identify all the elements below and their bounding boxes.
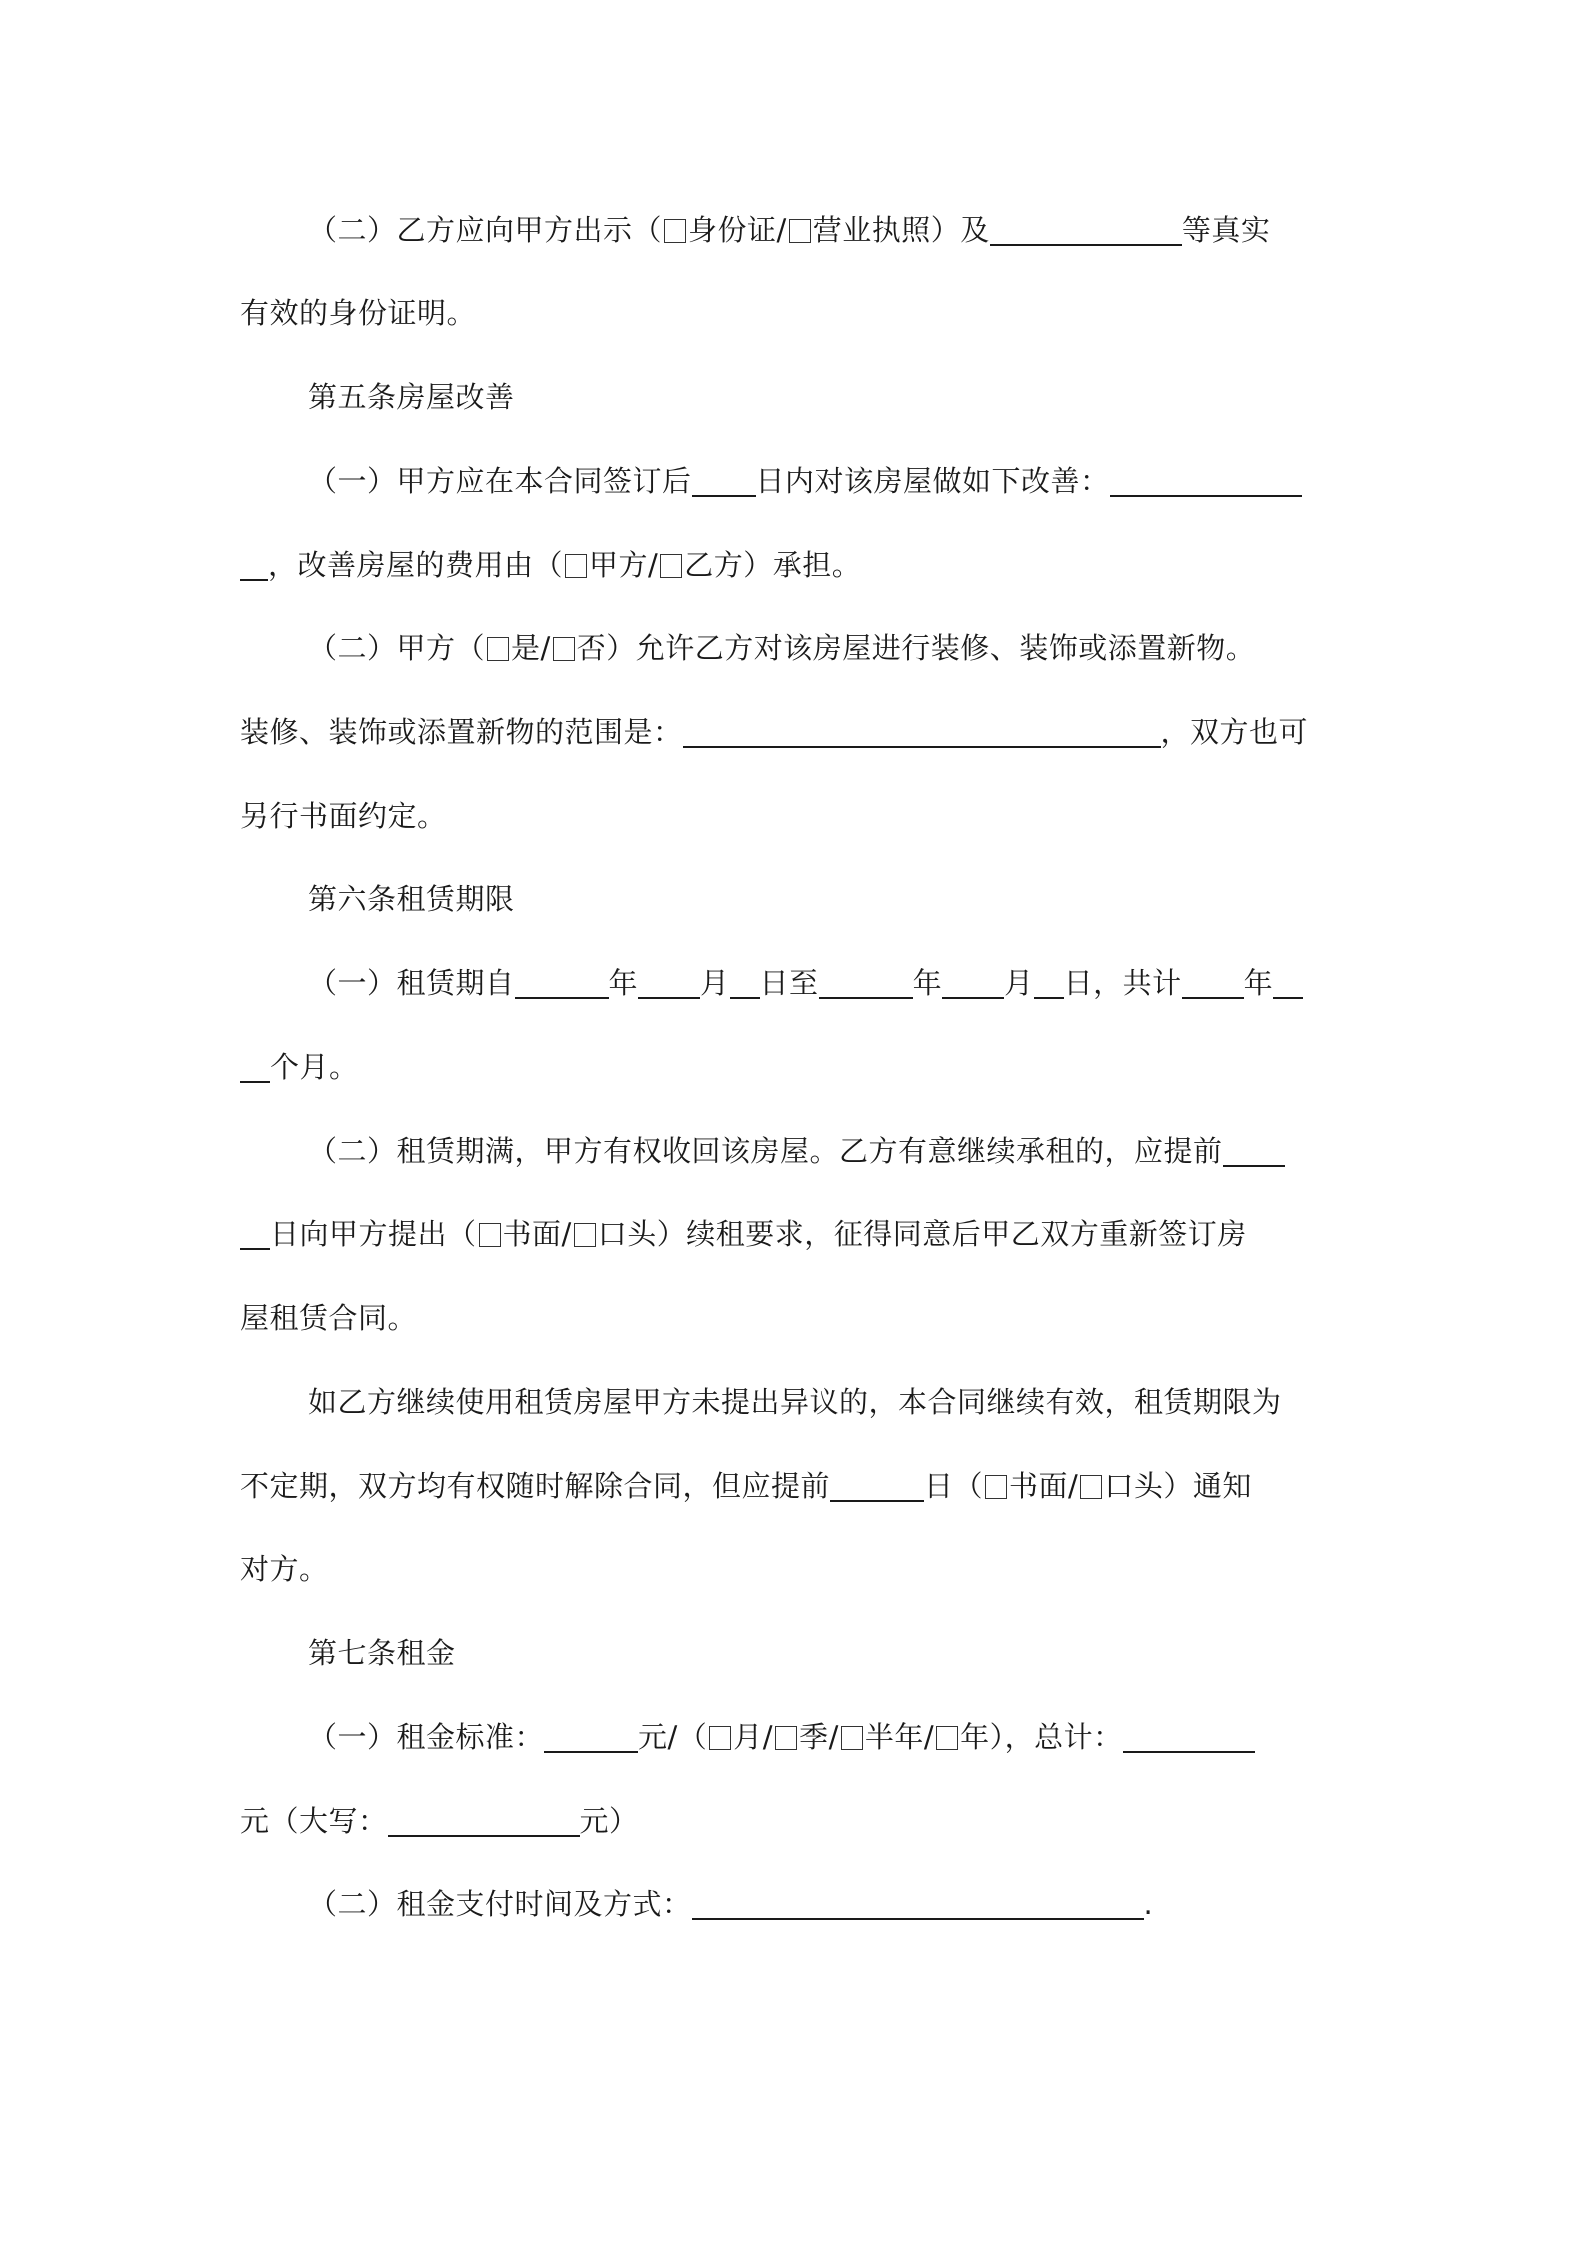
text: 日，共计	[1063, 966, 1182, 1000]
checkbox-oral[interactable]	[574, 1223, 596, 1247]
text: （一）租金标准：	[308, 1720, 545, 1754]
blank-days[interactable]	[692, 465, 756, 497]
option-id-card: 身份证/	[688, 213, 787, 247]
blank-end-month[interactable]	[942, 967, 1004, 999]
text: （一）租赁期自	[308, 966, 515, 1000]
art5-p1-line-2	[240, 545, 861, 585]
checkbox-quarterly[interactable]	[775, 1726, 797, 1750]
text: 日内对该房屋做如下改善：	[755, 464, 1110, 498]
text: （二）租金支付时间及方式：	[308, 1887, 692, 1921]
blank-end-year[interactable]	[819, 967, 913, 999]
article-6-heading	[308, 879, 515, 919]
option-oral: 口头）续租要求，征得同意后甲乙双方重新签订房	[597, 1217, 1247, 1251]
checkbox-notice-oral[interactable]	[1080, 1475, 1102, 1499]
text: 装修、装饰或添置新物的范围是：	[240, 715, 683, 749]
text: 另行书面约定。	[240, 799, 447, 833]
blank-total-months-2[interactable]	[240, 1051, 270, 1083]
text: 月	[1004, 966, 1034, 1000]
checkbox-notice-written[interactable]	[985, 1475, 1007, 1499]
text: 年	[608, 966, 639, 1000]
blank-start-month[interactable]	[638, 967, 700, 999]
text: ，改善房屋的费用由（	[268, 548, 564, 582]
art5-p2-line-3	[240, 796, 447, 836]
art5-p2-line-2	[240, 712, 1308, 752]
clause-4-2-line-2	[240, 293, 476, 333]
option-notice-written: 书面/	[1009, 1469, 1079, 1503]
art6-p2-line-3	[240, 1298, 417, 1338]
text: 日（	[924, 1469, 984, 1503]
art5-p1-line-1	[308, 461, 1302, 501]
art6-p3-line-1	[308, 1382, 1282, 1422]
blank-start-day[interactable]	[730, 967, 760, 999]
checkbox-yearly[interactable]	[936, 1726, 958, 1750]
clause-4-2-line-1	[308, 210, 1270, 250]
blank-rent-total[interactable]	[1123, 1721, 1255, 1753]
option-business-license: 营业执照）及	[812, 213, 990, 247]
blank-advance-days-2[interactable]	[240, 1218, 270, 1250]
checkbox-half-year[interactable]	[841, 1726, 863, 1750]
art6-p2-line-2	[240, 1214, 1247, 1254]
art6-p3-line-3	[240, 1549, 329, 1589]
heading-text: 第七条租金	[308, 1636, 456, 1670]
blank-advance-days-1[interactable]	[1223, 1135, 1285, 1167]
blank-renovation-scope[interactable]	[683, 716, 1161, 748]
blank-other-id[interactable]	[990, 214, 1182, 246]
blank-notice-days[interactable]	[830, 1470, 924, 1502]
checkbox-id-card[interactable]	[664, 219, 686, 243]
text: 月	[700, 966, 730, 1000]
blank-total-years[interactable]	[1182, 967, 1244, 999]
checkbox-written[interactable]	[479, 1223, 501, 1247]
heading-text: 第六条租赁期限	[308, 882, 515, 916]
checkbox-monthly[interactable]	[709, 1726, 731, 1750]
checkbox-no[interactable]	[553, 637, 575, 661]
article-5-heading	[308, 377, 515, 417]
text: 年	[912, 966, 943, 1000]
checkbox-business-license[interactable]	[789, 219, 811, 243]
text: 年	[1243, 966, 1274, 1000]
checkbox-yes[interactable]	[487, 637, 509, 661]
text: 不定期，双方均有权随时解除合同，但应提前	[240, 1469, 831, 1503]
option-written: 书面/	[502, 1217, 572, 1251]
blank-start-year[interactable]	[515, 967, 609, 999]
blank-total-months-1[interactable]	[1273, 967, 1303, 999]
art6-p3-line-2	[240, 1466, 1252, 1506]
text: 对方。	[240, 1552, 329, 1586]
option-notice-oral: 口头）通知	[1104, 1469, 1252, 1503]
text: 元/（	[638, 1720, 708, 1754]
text: 日至	[759, 966, 819, 1000]
heading-text: 第五条房屋改善	[308, 380, 515, 414]
text: 如乙方继续使用租赁房屋甲方未提出异议的，本合同继续有效，租赁期限为	[308, 1385, 1282, 1419]
text: （二）租赁期满，甲方有权收回该房屋。乙方有意继续承租的，应提前	[308, 1134, 1223, 1168]
art7-p1-line-2	[240, 1801, 639, 1841]
option-quarterly: 季/	[799, 1720, 839, 1754]
text: 元）	[579, 1804, 639, 1838]
text: 日向甲方提出（	[270, 1217, 477, 1251]
blank-improvement-1[interactable]	[1110, 465, 1302, 497]
checkbox-party-a[interactable]	[565, 554, 587, 578]
text: 元（大写：	[240, 1804, 388, 1838]
blank-rent-uppercase[interactable]	[388, 1805, 580, 1837]
option-party-a: 甲方/	[589, 548, 659, 582]
text: 等真实	[1181, 213, 1271, 247]
blank-improvement-2[interactable]	[240, 549, 268, 581]
option-monthly: 月/	[733, 1720, 774, 1754]
art7-p2-line-1	[308, 1884, 1153, 1924]
option-yes: 是/	[511, 631, 551, 665]
text: 个月。	[270, 1050, 359, 1084]
art6-p1-line-1	[308, 963, 1303, 1003]
art5-p2-line-1	[308, 628, 1255, 668]
text: 屋租赁合同。	[240, 1301, 418, 1335]
option-yearly: 年），总计：	[960, 1720, 1123, 1754]
text: （二）甲方（	[308, 631, 486, 665]
blank-rent-amount[interactable]	[544, 1721, 638, 1753]
article-7-heading	[308, 1633, 456, 1673]
option-half-year: 半年/	[864, 1720, 935, 1754]
text: 有效的身份证明。	[240, 296, 477, 330]
art6-p2-line-1	[308, 1131, 1285, 1171]
text: .	[1143, 1887, 1154, 1921]
art7-p1-line-1	[308, 1717, 1255, 1757]
text: （一）甲方应在本合同签订后	[308, 464, 692, 498]
blank-end-day[interactable]	[1034, 967, 1064, 999]
option-party-b: 乙方）承担。	[684, 548, 862, 582]
text: ，双方也可	[1160, 715, 1309, 749]
art6-p1-line-2	[240, 1047, 359, 1087]
text: （二）乙方应向甲方出示（	[308, 213, 663, 247]
blank-payment-method[interactable]	[692, 1888, 1144, 1920]
option-no: 否）允许乙方对该房屋进行装修、装饰或添置新物。	[576, 631, 1256, 665]
checkbox-party-b[interactable]	[660, 554, 682, 578]
